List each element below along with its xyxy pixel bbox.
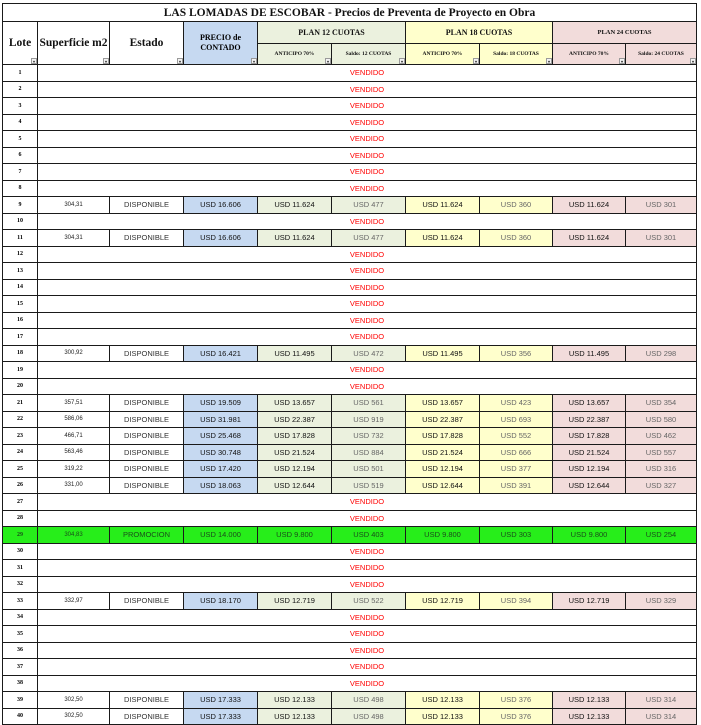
installment-24: USD 301 <box>626 230 697 247</box>
down-payment-24: USD 12.644 <box>553 477 626 494</box>
down-payment-12: USD 11.624 <box>258 230 332 247</box>
installment-18: USD 423 <box>480 395 553 412</box>
lote-number: 28 <box>3 510 38 527</box>
status-cell: DISPONIBLE <box>110 428 184 445</box>
down-payment-24: USD 12.133 <box>553 692 626 709</box>
table-row <box>3 477 697 494</box>
surface-area: 563,46 <box>38 444 110 461</box>
table-row <box>3 444 697 461</box>
installment-12: USD 919 <box>332 411 406 428</box>
surface-area: 302,50 <box>38 692 110 709</box>
header-saldo-12[interactable]: Saldo: 12 CUOTAS ▾ <box>332 44 406 65</box>
header-plan-24: PLAN 24 CUOTAS <box>553 22 697 44</box>
cash-price: USD 17.333 <box>184 708 258 725</box>
sold-status: VENDIDO <box>38 164 697 181</box>
down-payment-12: USD 12.133 <box>258 708 332 725</box>
cash-price: USD 25.468 <box>184 428 258 445</box>
filter-dropdown-icon[interactable]: ▾ <box>547 59 550 64</box>
cash-price: USD 17.333 <box>184 692 258 709</box>
lote-number: 39 <box>3 692 38 709</box>
installment-12: USD 501 <box>332 461 406 478</box>
down-payment-24: USD 21.524 <box>553 444 626 461</box>
lote-number: 37 <box>3 659 38 676</box>
table-row <box>3 675 697 692</box>
down-payment-12: USD 21.524 <box>258 444 332 461</box>
installment-12: USD 561 <box>332 395 406 412</box>
lote-number: 14 <box>3 279 38 296</box>
down-payment-18: USD 21.524 <box>406 444 480 461</box>
lote-number: 2 <box>3 81 38 98</box>
filter-dropdown-icon[interactable]: ▾ <box>474 59 477 64</box>
cash-price: USD 31.981 <box>184 411 258 428</box>
lote-number: 30 <box>3 543 38 560</box>
table-row <box>3 560 697 577</box>
installment-24: USD 314 <box>626 708 697 725</box>
installment-24: USD 580 <box>626 411 697 428</box>
table-row <box>3 378 697 395</box>
installment-24: USD 254 <box>626 527 697 544</box>
lote-number: 34 <box>3 609 38 626</box>
installment-12: USD 519 <box>332 477 406 494</box>
status-cell: DISPONIBLE <box>110 411 184 428</box>
table-row <box>3 461 697 478</box>
down-payment-24: USD 11.624 <box>553 230 626 247</box>
cash-price: USD 30.748 <box>184 444 258 461</box>
table-row <box>3 246 697 263</box>
lote-number: 35 <box>3 626 38 643</box>
sold-status: VENDIDO <box>38 81 697 98</box>
installment-18: USD 552 <box>480 428 553 445</box>
lote-number: 24 <box>3 444 38 461</box>
lote-number: 3 <box>3 98 38 115</box>
installment-12: USD 472 <box>332 345 406 362</box>
filter-dropdown-icon[interactable]: ▾ <box>400 59 403 64</box>
lote-number: 33 <box>3 593 38 610</box>
status-cell: DISPONIBLE <box>110 230 184 247</box>
table-row <box>3 642 697 659</box>
sold-status: VENDIDO <box>38 131 697 148</box>
filter-dropdown-icon[interactable]: ▾ <box>252 59 255 64</box>
installment-12: USD 498 <box>332 692 406 709</box>
down-payment-18: USD 12.133 <box>406 692 480 709</box>
table-row <box>3 395 697 412</box>
down-payment-12: USD 12.133 <box>258 692 332 709</box>
header-anticipo-12[interactable]: ANTICIPO 70% ▾ <box>258 44 332 65</box>
cash-price: USD 16.606 <box>184 197 258 214</box>
cash-price: USD 16.421 <box>184 345 258 362</box>
installment-18: USD 391 <box>480 477 553 494</box>
down-payment-12: USD 13.657 <box>258 395 332 412</box>
table-row <box>3 428 697 445</box>
cash-price: USD 16.606 <box>184 230 258 247</box>
filter-dropdown-icon[interactable]: ▾ <box>178 59 181 64</box>
down-payment-18: USD 11.624 <box>406 197 480 214</box>
down-payment-12: USD 22.387 <box>258 411 332 428</box>
installment-24: USD 354 <box>626 395 697 412</box>
table-row <box>3 659 697 676</box>
status-cell: DISPONIBLE <box>110 708 184 725</box>
table-row <box>3 114 697 131</box>
down-payment-24: USD 12.133 <box>553 708 626 725</box>
installment-12: USD 522 <box>332 593 406 610</box>
lote-number: 15 <box>3 296 38 313</box>
lote-number: 11 <box>3 230 38 247</box>
header-lote[interactable]: Lote ▾ <box>3 22 38 65</box>
installment-18: USD 376 <box>480 708 553 725</box>
table-row <box>3 279 697 296</box>
header-plan-12: PLAN 12 CUOTAS <box>258 22 406 44</box>
lote-number: 36 <box>3 642 38 659</box>
surface-area: 357,51 <box>38 395 110 412</box>
down-payment-24: USD 17.828 <box>553 428 626 445</box>
sold-status: VENDIDO <box>38 147 697 164</box>
installment-18: USD 394 <box>480 593 553 610</box>
sold-status: VENDIDO <box>38 263 697 280</box>
installment-18: USD 693 <box>480 411 553 428</box>
table-row <box>3 708 697 725</box>
surface-area: 466,71 <box>38 428 110 445</box>
down-payment-18: USD 12.719 <box>406 593 480 610</box>
lote-number: 9 <box>3 197 38 214</box>
lote-number: 27 <box>3 494 38 511</box>
lote-number: 1 <box>3 65 38 82</box>
table-row <box>3 98 697 115</box>
down-payment-18: USD 12.133 <box>406 708 480 725</box>
table-row <box>3 345 697 362</box>
table-row <box>3 131 697 148</box>
lote-number: 31 <box>3 560 38 577</box>
filter-dropdown-icon[interactable]: ▾ <box>691 59 694 64</box>
lote-number: 7 <box>3 164 38 181</box>
lote-number: 40 <box>3 708 38 725</box>
installment-12: USD 477 <box>332 230 406 247</box>
status-cell: DISPONIBLE <box>110 593 184 610</box>
sold-status: VENDIDO <box>38 114 697 131</box>
installment-24: USD 557 <box>626 444 697 461</box>
sold-status: VENDIDO <box>38 246 697 263</box>
down-payment-24: USD 11.624 <box>553 197 626 214</box>
lote-number: 17 <box>3 329 38 346</box>
lote-number: 5 <box>3 131 38 148</box>
installment-24: USD 329 <box>626 593 697 610</box>
sold-status: VENDIDO <box>38 494 697 511</box>
filter-dropdown-icon[interactable]: ▾ <box>104 59 107 64</box>
table-row <box>3 180 697 197</box>
lote-number: 22 <box>3 411 38 428</box>
installment-18: USD 356 <box>480 345 553 362</box>
surface-area: 586,06 <box>38 411 110 428</box>
header-superficie[interactable]: Superficie m2 ▾ <box>38 22 110 65</box>
down-payment-12: USD 12.644 <box>258 477 332 494</box>
table-row <box>3 510 697 527</box>
table-row <box>3 543 697 560</box>
table-row <box>3 609 697 626</box>
sold-status: VENDIDO <box>38 329 697 346</box>
installment-12: USD 732 <box>332 428 406 445</box>
surface-area: 332,97 <box>38 593 110 610</box>
surface-area: 319,22 <box>38 461 110 478</box>
sold-status: VENDIDO <box>38 543 697 560</box>
down-payment-12: USD 17.828 <box>258 428 332 445</box>
down-payment-24: USD 12.719 <box>553 593 626 610</box>
header-anticipo-24[interactable]: ANTICIPO 70% ▾ <box>553 44 626 65</box>
down-payment-12: USD 9.800 <box>258 527 332 544</box>
lote-number: 38 <box>3 675 38 692</box>
lote-number: 20 <box>3 378 38 395</box>
down-payment-18: USD 9.800 <box>406 527 480 544</box>
table-row <box>3 164 697 181</box>
sold-status: VENDIDO <box>38 98 697 115</box>
table-row <box>3 593 697 610</box>
installment-18: USD 360 <box>480 230 553 247</box>
cash-price: USD 14.000 <box>184 527 258 544</box>
sold-status: VENDIDO <box>38 296 697 313</box>
down-payment-18: USD 11.624 <box>406 230 480 247</box>
status-cell: DISPONIBLE <box>110 444 184 461</box>
installment-12: USD 403 <box>332 527 406 544</box>
sold-status: VENDIDO <box>38 576 697 593</box>
table-row <box>3 329 697 346</box>
table-row <box>3 312 697 329</box>
installment-24: USD 314 <box>626 692 697 709</box>
header-saldo-24[interactable]: Saldo: 24 CUOTAS ▾ <box>626 44 697 65</box>
header-precio-contado[interactable]: PRECIO de CONTADO ▾ <box>184 22 258 65</box>
cash-price: USD 19.509 <box>184 395 258 412</box>
table-row <box>3 230 697 247</box>
lote-number: 18 <box>3 345 38 362</box>
surface-area: 331,00 <box>38 477 110 494</box>
installment-24: USD 298 <box>626 345 697 362</box>
installment-24: USD 462 <box>626 428 697 445</box>
filter-dropdown-icon[interactable]: ▾ <box>32 59 35 64</box>
installment-24: USD 327 <box>626 477 697 494</box>
table-row <box>3 81 697 98</box>
sold-status: VENDIDO <box>38 510 697 527</box>
table-row <box>3 296 697 313</box>
table-row <box>3 263 697 280</box>
down-payment-24: USD 22.387 <box>553 411 626 428</box>
sold-status: VENDIDO <box>38 642 697 659</box>
header-estado[interactable]: Estado ▾ <box>110 22 184 65</box>
table-row <box>3 576 697 593</box>
sold-status: VENDIDO <box>38 560 697 577</box>
price-table <box>2 3 697 725</box>
down-payment-24: USD 9.800 <box>553 527 626 544</box>
down-payment-18: USD 12.644 <box>406 477 480 494</box>
lote-number: 25 <box>3 461 38 478</box>
lote-number: 4 <box>3 114 38 131</box>
status-cell: PROMOCION <box>110 527 184 544</box>
surface-area: 302,50 <box>38 708 110 725</box>
sold-status: VENDIDO <box>38 675 697 692</box>
surface-area: 304,31 <box>38 197 110 214</box>
down-payment-18: USD 12.194 <box>406 461 480 478</box>
filter-dropdown-icon[interactable]: ▾ <box>326 59 329 64</box>
header-anticipo-18[interactable]: ANTICIPO 70% ▾ <box>406 44 480 65</box>
down-payment-18: USD 17.828 <box>406 428 480 445</box>
table-row <box>3 527 697 544</box>
status-cell: DISPONIBLE <box>110 395 184 412</box>
installment-24: USD 301 <box>626 197 697 214</box>
cash-price: USD 18.063 <box>184 477 258 494</box>
table-row <box>3 494 697 511</box>
header-saldo-18[interactable]: Saldo: 18 CUOTAS ▾ <box>480 44 553 65</box>
sheet-title: LAS LOMADAS DE ESCOBAR - Precios de Preventa de Proyecto en Obra <box>3 4 697 22</box>
down-payment-18: USD 13.657 <box>406 395 480 412</box>
lote-number: 26 <box>3 477 38 494</box>
status-cell: DISPONIBLE <box>110 345 184 362</box>
lote-number: 21 <box>3 395 38 412</box>
sold-status: VENDIDO <box>38 626 697 643</box>
lote-number: 10 <box>3 213 38 230</box>
surface-area: 300,92 <box>38 345 110 362</box>
table-row <box>3 147 697 164</box>
down-payment-12: USD 11.624 <box>258 197 332 214</box>
lote-number: 8 <box>3 180 38 197</box>
header-plan-18: PLAN 18 CUOTAS <box>406 22 553 44</box>
filter-dropdown-icon[interactable]: ▾ <box>620 59 623 64</box>
cash-price: USD 18.170 <box>184 593 258 610</box>
lote-number: 32 <box>3 576 38 593</box>
status-cell: DISPONIBLE <box>110 477 184 494</box>
down-payment-24: USD 11.495 <box>553 345 626 362</box>
lote-number: 12 <box>3 246 38 263</box>
lote-number: 23 <box>3 428 38 445</box>
lote-number: 19 <box>3 362 38 379</box>
sold-status: VENDIDO <box>38 180 697 197</box>
down-payment-18: USD 22.387 <box>406 411 480 428</box>
sold-status: VENDIDO <box>38 659 697 676</box>
table-row <box>3 197 697 214</box>
down-payment-12: USD 11.495 <box>258 345 332 362</box>
sold-status: VENDIDO <box>38 609 697 626</box>
down-payment-18: USD 11.495 <box>406 345 480 362</box>
table-row <box>3 362 697 379</box>
surface-area: 304,31 <box>38 230 110 247</box>
table-row <box>3 626 697 643</box>
surface-area: 304,83 <box>38 527 110 544</box>
installment-18: USD 303 <box>480 527 553 544</box>
sold-status: VENDIDO <box>38 378 697 395</box>
installment-18: USD 666 <box>480 444 553 461</box>
sold-status: VENDIDO <box>38 312 697 329</box>
installment-18: USD 376 <box>480 692 553 709</box>
installment-18: USD 377 <box>480 461 553 478</box>
lote-number: 6 <box>3 147 38 164</box>
down-payment-12: USD 12.719 <box>258 593 332 610</box>
installment-18: USD 360 <box>480 197 553 214</box>
table-row <box>3 692 697 709</box>
status-cell: DISPONIBLE <box>110 197 184 214</box>
table-row <box>3 213 697 230</box>
down-payment-12: USD 12.194 <box>258 461 332 478</box>
sold-status: VENDIDO <box>38 213 697 230</box>
cash-price: USD 17.420 <box>184 461 258 478</box>
sold-status: VENDIDO <box>38 362 697 379</box>
lote-number: 13 <box>3 263 38 280</box>
lote-number: 29 <box>3 527 38 544</box>
installment-12: USD 498 <box>332 708 406 725</box>
status-cell: DISPONIBLE <box>110 692 184 709</box>
table-row <box>3 65 697 82</box>
installment-12: USD 884 <box>332 444 406 461</box>
installment-12: USD 477 <box>332 197 406 214</box>
table-row <box>3 411 697 428</box>
sold-status: VENDIDO <box>38 65 697 82</box>
lote-number: 16 <box>3 312 38 329</box>
down-payment-24: USD 13.657 <box>553 395 626 412</box>
sold-status: VENDIDO <box>38 279 697 296</box>
installment-24: USD 316 <box>626 461 697 478</box>
status-cell: DISPONIBLE <box>110 461 184 478</box>
down-payment-24: USD 12.194 <box>553 461 626 478</box>
